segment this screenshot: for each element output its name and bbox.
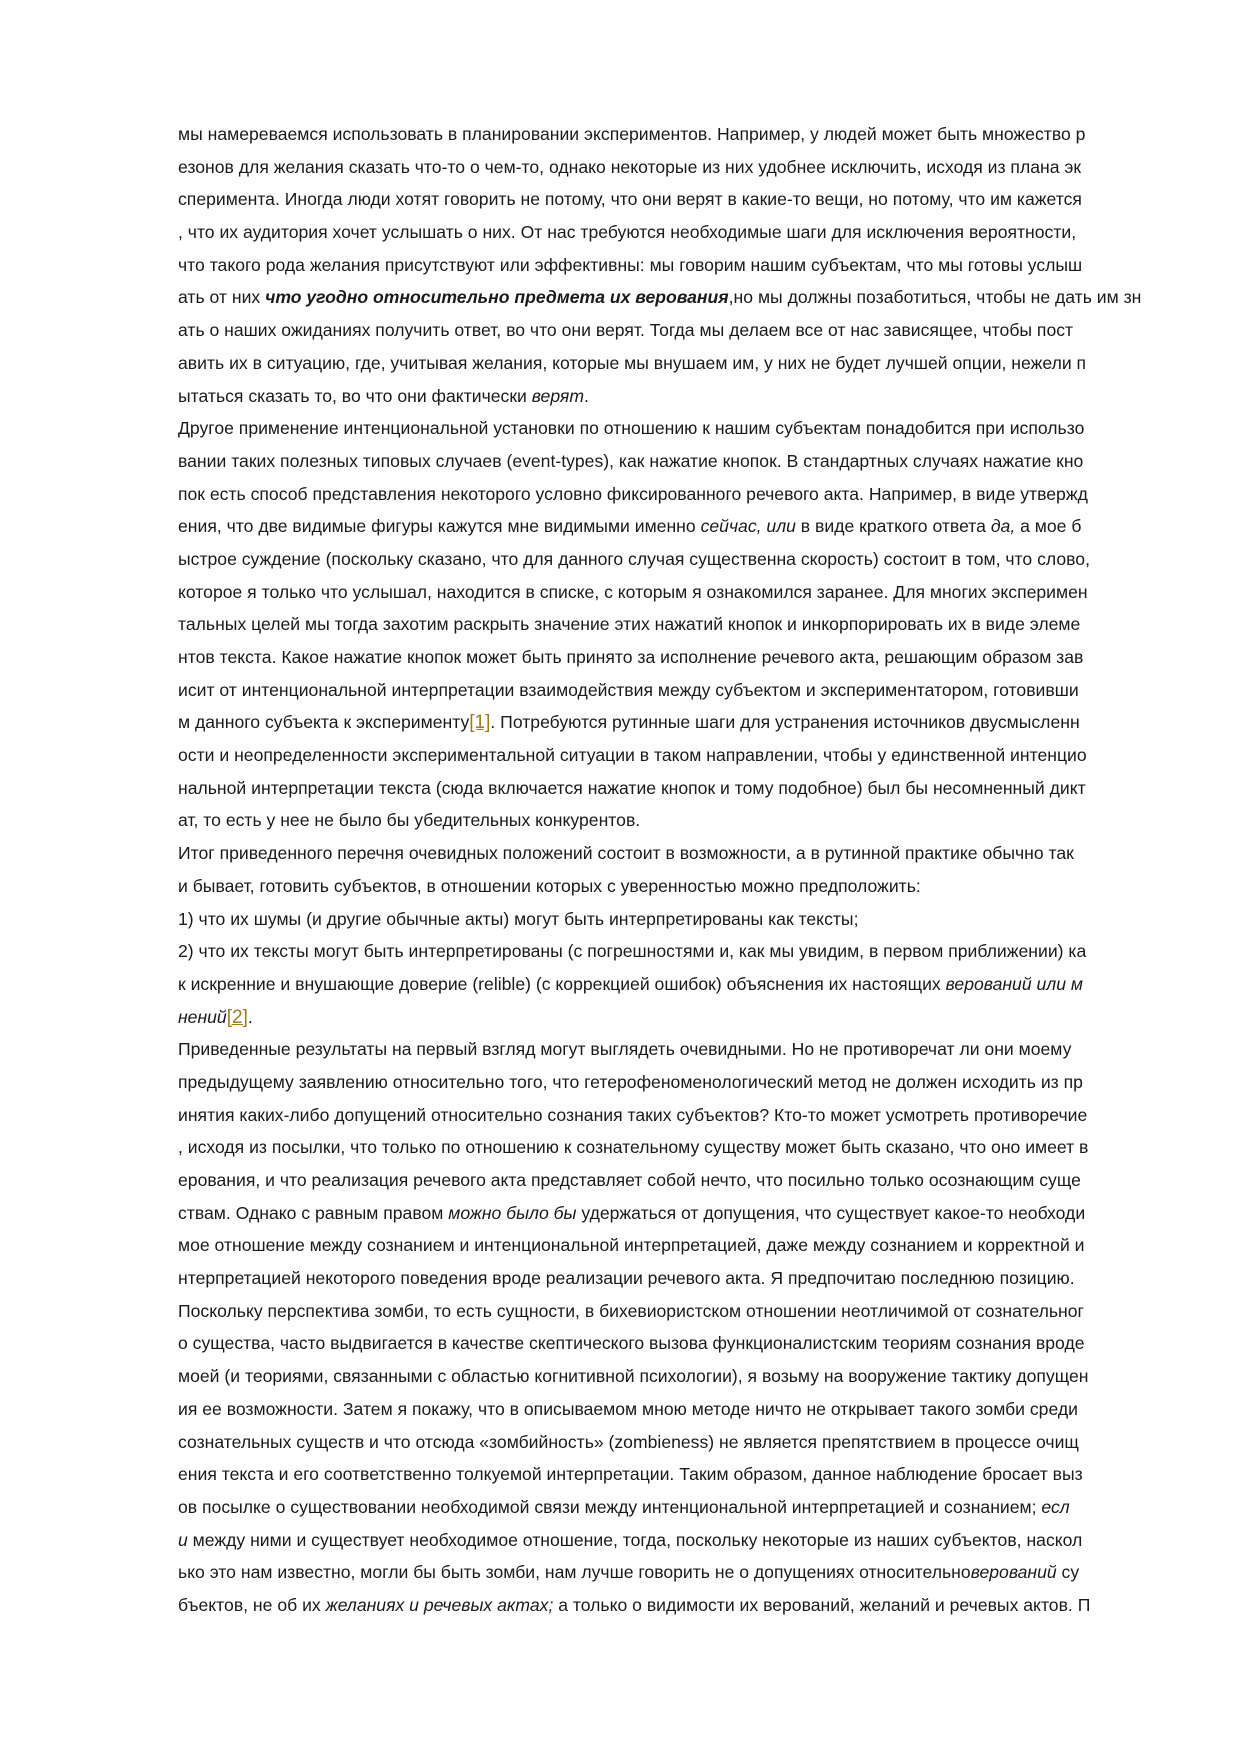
text-line bbox=[178, 870, 1182, 903]
text-segment: ения текста и его соответственно толкуемой интерпретации. Таким образом, данное наблюдение бросает выз bbox=[178, 1464, 1083, 1485]
text-segment: нтерпретацией некоторого поведения вроде реализации речевого акта. Я предпочитаю последнюю позицию. bbox=[178, 1268, 1075, 1289]
text-segment: м данного субъекта к эксперименту bbox=[178, 712, 470, 733]
text-line bbox=[178, 380, 1182, 413]
text-line bbox=[178, 347, 1182, 380]
text-segment: о существа, часто выдвигается в качестве скептического вызова функционалистским теориям сознания вроде bbox=[178, 1333, 1085, 1354]
text-segment: 2) что их тексты могут быть интерпретированы (с погрешностями и, как мы увидим, в первом приближении) ка bbox=[178, 941, 1087, 962]
text-line bbox=[178, 151, 1182, 184]
text-line bbox=[178, 903, 1182, 936]
text-segment: , исходя из посылки, что только по отношению к сознательному существу может быть сказано, что оно имеет в bbox=[178, 1137, 1089, 1158]
text-line bbox=[178, 183, 1182, 216]
text-segment: ать от них bbox=[178, 287, 266, 308]
text-line bbox=[178, 1197, 1182, 1230]
italic-text: верований bbox=[970, 1562, 1057, 1583]
text-segment: ат, то есть у нее не было бы убедительных конкурентов. bbox=[178, 810, 641, 831]
text-line bbox=[178, 1033, 1182, 1066]
text-line bbox=[178, 314, 1182, 347]
text-segment: предыдущему заявлению относительно того, что гетерофеноменологический метод не должен исходить из пр bbox=[178, 1071, 1083, 1092]
text-line bbox=[178, 837, 1182, 870]
italic-text: есл bbox=[1041, 1496, 1070, 1517]
text-segment: и бывает, готовить субъектов, в отношении которых с уверенностью можно предположить: bbox=[178, 875, 921, 896]
text-segment: удержаться от допущения, что существует какое-то необходи bbox=[576, 1202, 1086, 1223]
text-line bbox=[178, 478, 1182, 511]
text-segment: ько это нам известно, могли бы быть зомби, нам лучше говорить не о допущениях относительно bbox=[178, 1562, 971, 1583]
text-segment: исит от интенциональной интерпретации взаимодействия между субъектом и экспериментатором, готовивши bbox=[178, 679, 1079, 700]
text-segment: а только о видимости их верований, желаний и речевых актов. П bbox=[553, 1594, 1091, 1615]
text-line bbox=[178, 739, 1182, 772]
text-line bbox=[178, 576, 1182, 609]
text-segment: мое отношение между сознанием и интенциональной интерпретацией, даже между сознанием и корректной и bbox=[178, 1235, 1085, 1256]
text-segment: между ними и существует необходимое отношение, тогда, поскольку некоторые из наших субъектов, наскол bbox=[187, 1529, 1083, 1550]
text-segment: Другое применение интенциональной установки по отношению к нашим субъектам понадобится при использо bbox=[178, 418, 1085, 439]
text-line bbox=[178, 772, 1182, 805]
text-segment: Приведенные результаты на первый взгляд могут выглядеть очевидными. Но не противоречат ли они моему bbox=[178, 1039, 1072, 1060]
text-segment: сознательных существ и что отсюда «зомбийность» (zombieness) не является препятствием в процессе очищ bbox=[178, 1431, 1079, 1452]
text-segment: к искренние и внушающие доверие (relible) (с коррекцией ошибок) объяснения их настоящих bbox=[178, 973, 946, 994]
text-line bbox=[178, 706, 1182, 739]
text-segment: пок есть способ представления некоторого условно фиксированного речевого акта. Например, в виде утвержд bbox=[178, 483, 1088, 504]
text-line bbox=[178, 543, 1182, 576]
text-line bbox=[178, 1360, 1182, 1393]
text-segment: 1) что их шумы (и другие обычные акты) могут быть интерпретированы как тексты; bbox=[178, 908, 859, 929]
text-segment: вании таких полезных типовых случаев (event-types), как нажатие кнопок. В стандартных случаях нажатие кно bbox=[178, 450, 1084, 471]
text-segment: Итог приведенного перечня очевидных положений состоит в возможности, а в рутинной практике обычно так bbox=[178, 843, 1074, 864]
text-line bbox=[178, 412, 1182, 445]
text-segment: ытаться сказать то, во что они фактически bbox=[178, 385, 532, 406]
text-line bbox=[178, 1458, 1182, 1491]
bold-italic-text: что угодно относительно предмета их верования bbox=[265, 287, 729, 308]
text-line bbox=[178, 935, 1182, 968]
text-line bbox=[178, 1426, 1182, 1459]
text-segment: а мое б bbox=[1015, 516, 1082, 537]
italic-text: желаниях и речевых актах; bbox=[325, 1594, 554, 1615]
italic-text: нений bbox=[178, 1006, 227, 1027]
italic-text: можно было бы bbox=[448, 1202, 577, 1223]
text-line bbox=[178, 968, 1182, 1001]
text-line bbox=[178, 641, 1182, 674]
text-line bbox=[178, 1589, 1182, 1622]
text-line bbox=[178, 1491, 1182, 1524]
text-segment: сперимента. Иногда люди хотят говорить не потому, что они верят в какие-то вещи, но потому, что им кажется bbox=[178, 189, 1082, 210]
text-segment: езонов для желания сказать что-то о чем-то, однако некоторые из них удобнее исключить, исходя из плана эк bbox=[178, 156, 1082, 177]
text-line bbox=[178, 804, 1182, 837]
text-segment: которое я только что услышал, находится в списке, с которым я ознакомился заранее. Для многих эксперимен bbox=[178, 581, 1088, 602]
text-segment: су bbox=[1056, 1562, 1080, 1583]
footnote-link[interactable]: [2] bbox=[226, 1006, 248, 1028]
text-segment: ствам. Однако с равным правом bbox=[178, 1202, 449, 1223]
text-line bbox=[178, 1131, 1182, 1164]
text-segment: ерования, и что реализация речевого акта представляет собой нечто, что посильно только осознающим суще bbox=[178, 1170, 1081, 1190]
text-segment: ения, что две видимые фигуры кажутся мне видимыми именно bbox=[178, 516, 701, 537]
text-segment: ,но мы должны позаботиться, чтобы не дать им зн bbox=[728, 287, 1142, 308]
text-segment: авить их в ситуацию, где, учитывая желания, которые мы внушаем им, у них не будет лучшей опции, нежели п bbox=[178, 352, 1087, 373]
text-segment: , что их аудитория хочет услышать о них. От нас требуются необходимые шаги для исключения вероятности, bbox=[178, 222, 1077, 243]
text-segment: . bbox=[583, 385, 589, 406]
text-segment: Поскольку перспектива зомби, то есть сущности, в бихевиористском отношении неотличимой от сознательног bbox=[178, 1300, 1084, 1321]
text-line bbox=[178, 1001, 1182, 1034]
text-segment: мы намереваемся использовать в планировании экспериментов. Например, у людей может быть множество р bbox=[178, 124, 1086, 144]
text-segment: бъектов, не об их bbox=[178, 1594, 326, 1615]
text-line bbox=[178, 1262, 1182, 1295]
italic-text: и bbox=[178, 1529, 188, 1550]
text-segment: . Потребуются рутинные шаги для устранения источников двусмысленн bbox=[490, 712, 1080, 733]
text-line bbox=[178, 1099, 1182, 1132]
text-line bbox=[178, 249, 1182, 282]
text-segment: в виде краткого ответа bbox=[795, 516, 991, 537]
text-line bbox=[178, 608, 1182, 641]
body-text bbox=[178, 118, 1182, 1622]
text-line bbox=[178, 674, 1182, 707]
italic-text: верований или м bbox=[945, 973, 1083, 994]
text-line bbox=[178, 216, 1182, 249]
text-segment: ыстрое суждение (поскольку сказано, что для данного случая существенна скорость) состоит в том, что слово, bbox=[178, 548, 1090, 569]
text-segment: моей (и теориями, связанными с областью когнитивной психологии), я возьму на вооружение тактику допущен bbox=[178, 1366, 1089, 1387]
text-line bbox=[178, 1393, 1182, 1426]
text-line bbox=[178, 1556, 1182, 1589]
text-line bbox=[178, 1164, 1182, 1197]
text-line bbox=[178, 118, 1182, 151]
text-segment: нальной интерпретации текста (сюда включается нажатие кнопок и тому подобное) был бы несомненный дикт bbox=[178, 777, 1086, 798]
text-segment: ия ее возможности. Затем я покажу, что в описываемом мною методе ничто не открывает такого зомби среди bbox=[178, 1398, 1078, 1419]
italic-text: верят bbox=[531, 385, 584, 406]
text-line bbox=[178, 445, 1182, 478]
footnote-link[interactable]: [1] bbox=[469, 712, 491, 734]
text-line bbox=[178, 1524, 1182, 1557]
text-line bbox=[178, 1229, 1182, 1262]
text-line bbox=[178, 281, 1182, 314]
text-segment: . bbox=[247, 1006, 253, 1027]
text-segment: тальных целей мы тогда захотим раскрыть значение этих нажатий кнопок и инкорпорировать их в виде элеме bbox=[178, 614, 1081, 635]
text-segment: ов посылке о существовании необходимой связи между интенциональной интерпретацией и сознанием; bbox=[178, 1496, 1042, 1517]
text-segment: ать о наших ожиданиях получить ответ, во что они верят. Тогда мы делаем все от нас зависящее, чтобы пост bbox=[178, 320, 1074, 341]
text-line bbox=[178, 1066, 1182, 1099]
italic-text: да, bbox=[990, 516, 1016, 537]
text-segment: инятия каких-либо допущений относительно сознания таких субъектов? Кто-то может усмотреть противоречие bbox=[178, 1104, 1088, 1125]
text-segment: нтов текста. Какое нажатие кнопок может быть принято за исполнение речевого акта, решающим образом зав bbox=[178, 647, 1084, 667]
text-line bbox=[178, 1327, 1182, 1360]
italic-text: сейчас, или bbox=[700, 516, 796, 537]
text-line bbox=[178, 1295, 1182, 1328]
text-line bbox=[178, 510, 1182, 543]
text-segment: ости и неопределенности экспериментальной ситуации в таком направлении, чтобы у единственной интенцио bbox=[178, 745, 1087, 766]
text-segment: что такого рода желания присутствуют или эффективны: мы говорим нашим субъектам, что мы готовы услыш bbox=[178, 254, 1083, 275]
